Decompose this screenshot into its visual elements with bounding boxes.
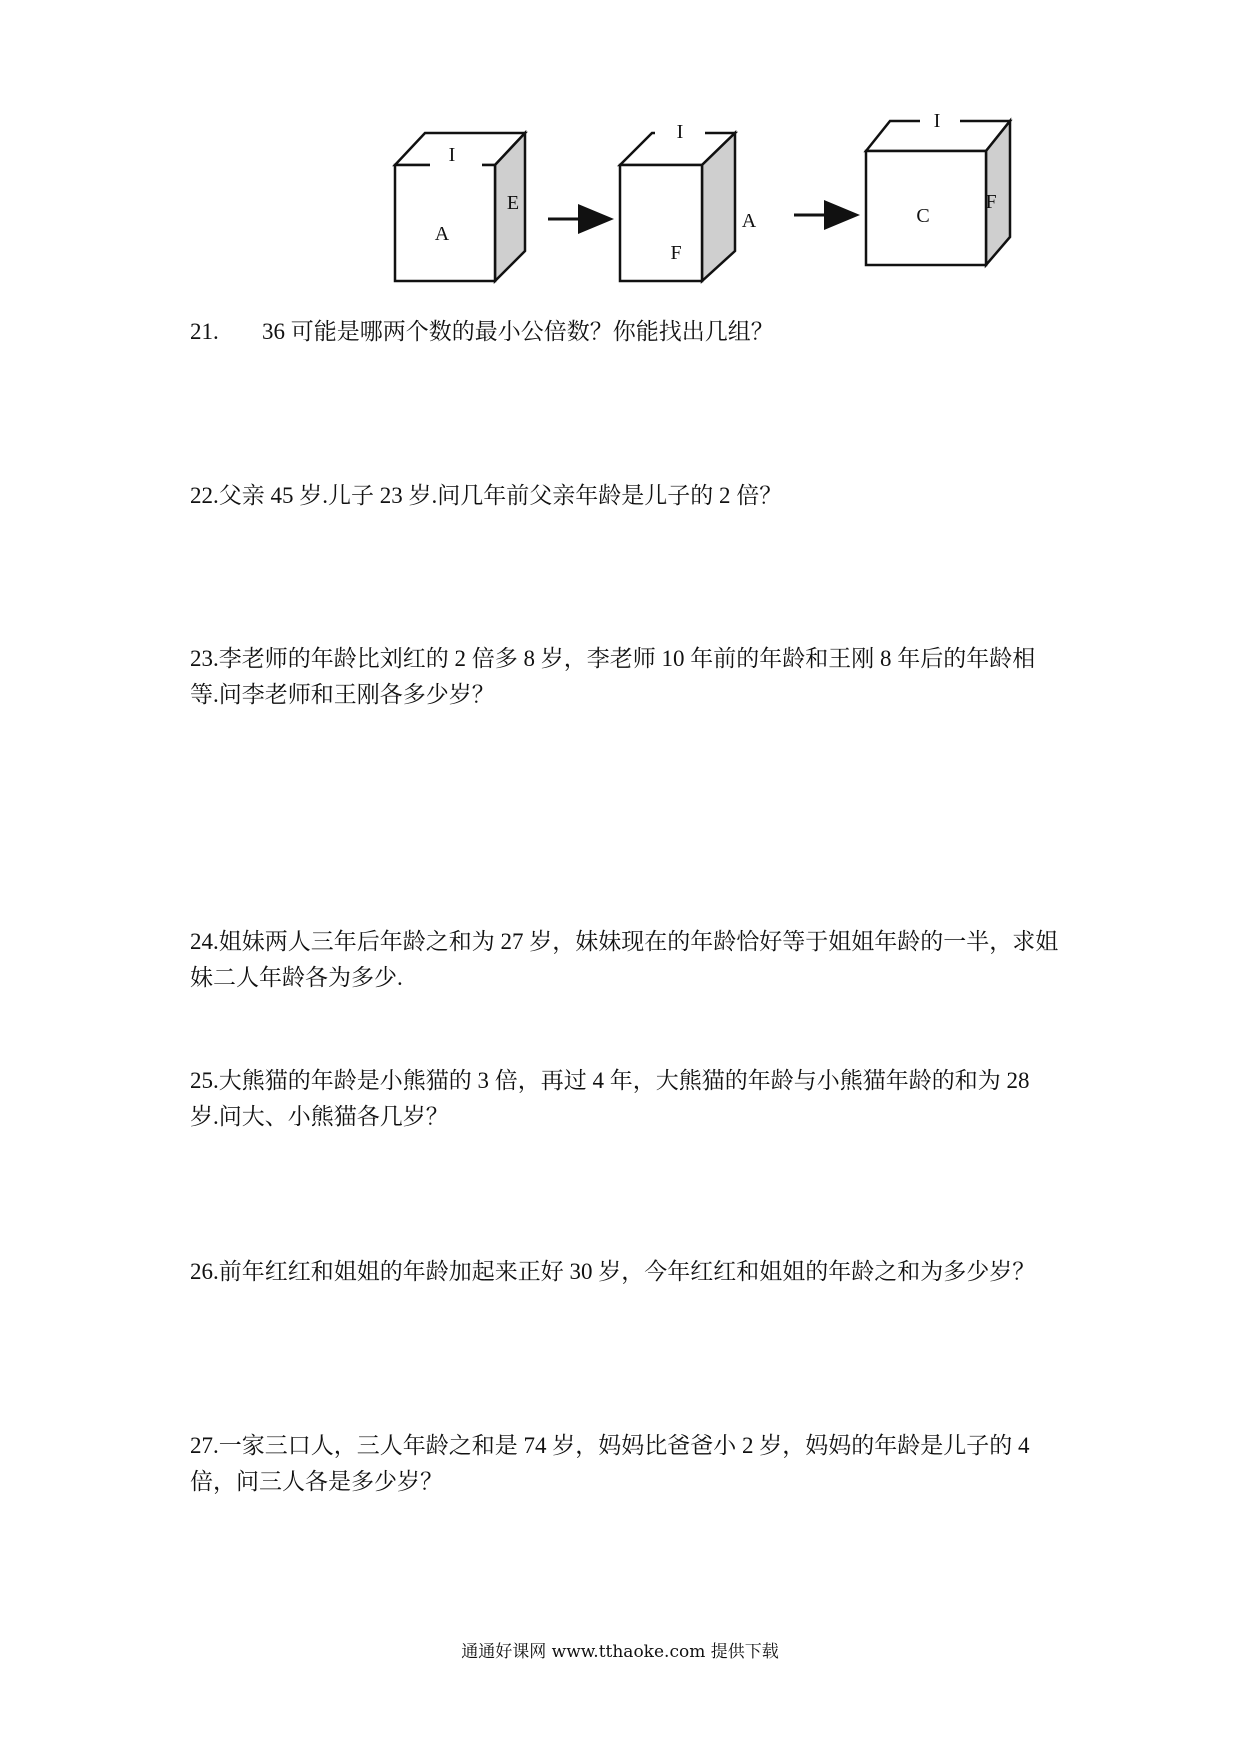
cube-2-front-label: F: [670, 242, 682, 264]
question-21: [190, 314, 1060, 350]
cube-3-front-label: C: [916, 205, 930, 227]
question-22: 22.父亲 45 岁.儿子 23 岁.问几年前父亲年龄是儿子的 2 倍？: [190, 483, 783, 508]
question-26: 26.前年红红和姐姐的年龄加起来正好 30 岁，今年红红和姐姐的年龄之和为多少岁？: [190, 1259, 1036, 1284]
question-21-number: 21.: [190, 319, 219, 344]
question-21-text: 36 可能是哪两个数的最小公倍数？你能找出几组？: [262, 319, 774, 344]
cube-3: [866, 109, 1010, 265]
cube-1-front-label: A: [434, 223, 450, 245]
cube-3-top-label: I: [933, 109, 941, 131]
cube-2-top-label: I: [676, 121, 684, 143]
cube-1-side-label: E: [506, 192, 520, 214]
cube-1: [395, 133, 525, 281]
question-23: 23.李老师的年龄比刘红的 2 倍多 8 岁，李老师 10 年前的年龄和王刚 8 年后的年龄相等.问李老师和王刚各多少岁？: [190, 646, 1036, 707]
cube-2: [620, 119, 757, 281]
question-24: 24.姐妹两人三年后年龄之和为 27 岁，妹妹现在的年龄恰好等于姐姐年龄的一半，求姐妹二人年龄各为多少.: [190, 929, 1059, 990]
cube-rotation-figure: [380, 105, 1020, 285]
cube-1-top-label: I: [448, 144, 456, 166]
question-27: 27.一家三口人，三人年龄之和是 74 岁，妈妈比爸爸小 2 岁，妈妈的年龄是儿子的 4 倍，问三人各是多少岁？: [190, 1433, 1030, 1494]
page-footer: 通通好课网 www.tthaoke.com 提供下载: [461, 1642, 779, 1662]
question-25: 25.大熊猫的年龄是小熊猫的 3 倍，再过 4 年，大熊猫的年龄与小熊猫年龄的和为 28 岁.问大、小熊猫各几岁？: [190, 1068, 1030, 1129]
cube-3-side-label: F: [985, 191, 997, 213]
cube-2-side-label: A: [741, 210, 757, 232]
